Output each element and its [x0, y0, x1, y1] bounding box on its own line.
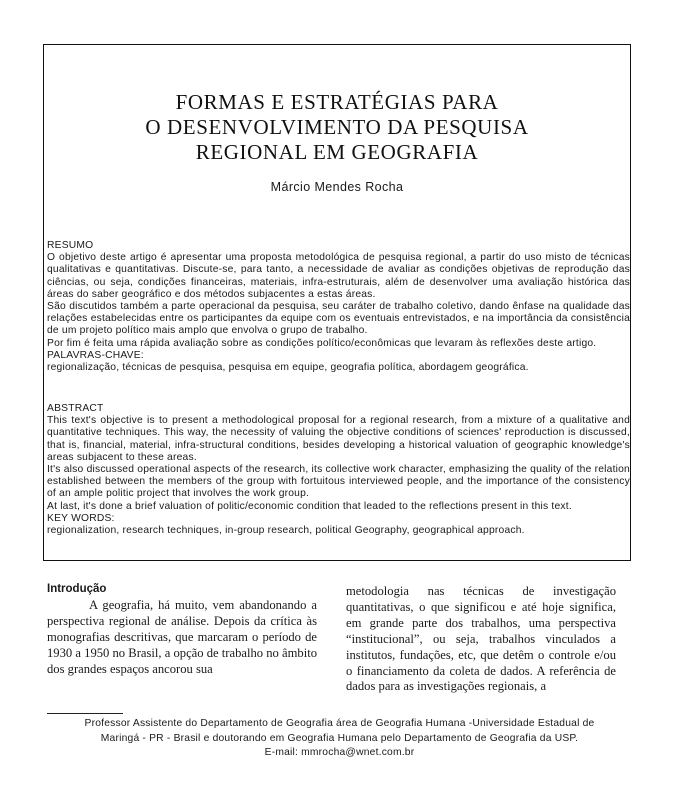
footnote-email: E-mail: mmrocha@wnet.com.br — [264, 747, 415, 758]
abstract-section — [47, 403, 630, 537]
footnote-line-1: Professor Assistente do Departamento de Geografia área de Geografia Humana -Universidade Estadual de — [84, 718, 595, 729]
footnote-line-2: Maringá - PR - Brasil e doutorando em Geografia Humana pelo Departamento de Geografia da USP. — [100, 732, 579, 744]
body-column-left — [47, 582, 317, 677]
resumo-paragraph-1: O objetivo deste artigo é apresentar uma proposta metodológica de pesquisa regional, a partir do uso misto de técnicas qualitativas e quantitativas. Discute-se, para tanto, a necessidade de avaliar as condições objetivas de reprodução das ciências, ou seja, condições financeiras, materiais, infra-estruturais, além de desenvolver uma avaliação histórica das áreas do saber geográfico e dos métodos subjacentes a estas áreas. — [47, 252, 630, 300]
title-line-3: REGIONAL EM GEOGRAFIA — [195, 140, 479, 164]
author-name: Márcio Mendes Rocha — [270, 180, 404, 194]
key-words-heading: KEY WORDS: — [47, 512, 115, 524]
resumo-paragraph-3: Por fim é feita uma rápida avaliação sobre as condições político/econômicas que levaram às reflexões deste artigo. — [47, 337, 597, 349]
abstract-paragraph-1: This text's objective is to present a methodological proposal for a regional research, from a mixture of a qualitative and quantitative techniques. This way, the necessity of valuing the objective conditions of sciences' reproduction is discussed, that is, financial, material, infra-structural conditions, besides developing a historical valuation of geographic knowledge's areas subjacent to these areas. — [47, 415, 630, 463]
article-title — [43, 90, 631, 165]
palavras-chave-heading: PALAVRAS-CHAVE: — [47, 349, 144, 361]
resumo-section — [47, 240, 630, 374]
section-heading-introducao: Introdução — [47, 583, 107, 595]
intro-paragraph-right: metodologia nas técnicas de investigação quantitativas, o que significou e até hoje significa, em grande parte dos trabalhos, uma perspectiva “institucional”, ou seja, trabalhos vinculados a institutos, fundações, etc, que detêm o controle e/ou o financiamento da coleta de dados. A referência de dados para as investigações regionais, a — [346, 584, 616, 694]
abstract-heading: ABSTRACT — [47, 403, 104, 414]
title-line-2: O DESENVOLVIMENTO DA PESQUISA — [145, 115, 529, 139]
footnote-divider — [47, 713, 123, 714]
key-words-list: regionalization, research techniques, in-group research, political Geography, geographical approach. — [47, 525, 525, 537]
title-line-1: FORMAS E ESTRATÉGIAS PARA — [175, 90, 499, 114]
body-column-right — [346, 584, 616, 695]
abstract-paragraph-2: It's also discussed operational aspects of the research, its collective work character, emphasizing the quality of the relation established between the members of the group with fortuitous interviewed people, and the importance of the consistency of an ample politic project that involves the work group. — [47, 464, 630, 500]
resumo-heading: RESUMO — [47, 240, 94, 251]
author-footnote — [47, 717, 632, 761]
resumo-paragraph-2: São discutidos também a parte operacional da pesquisa, seu caráter de trabalho coletivo, dando ênfase na qualidade das relações estabelecidas entre os participantes da equipe com os eventuais entrevistados, e na importância da consistência de um projeto político mais amplo que envolva o grupo de trabalho. — [47, 301, 630, 337]
palavras-chave-list: regionalização, técnicas de pesquisa, pesquisa em equipe, geografia política, abordagem geográfica. — [47, 362, 529, 374]
abstract-paragraph-3: At last, it's done a brief valuation of politic/economic condition that leaded to the reflections present in this text. — [47, 500, 572, 512]
intro-paragraph-left: A geografia, há muito, vem abandonando a perspectiva regional de análise. Depois da crítica às monografias descritivas, que marcaram o período de 1930 a 1950 no Brasil, a opção de trabalho no âmbito dos grandes espaços ancorou sua — [47, 597, 317, 676]
